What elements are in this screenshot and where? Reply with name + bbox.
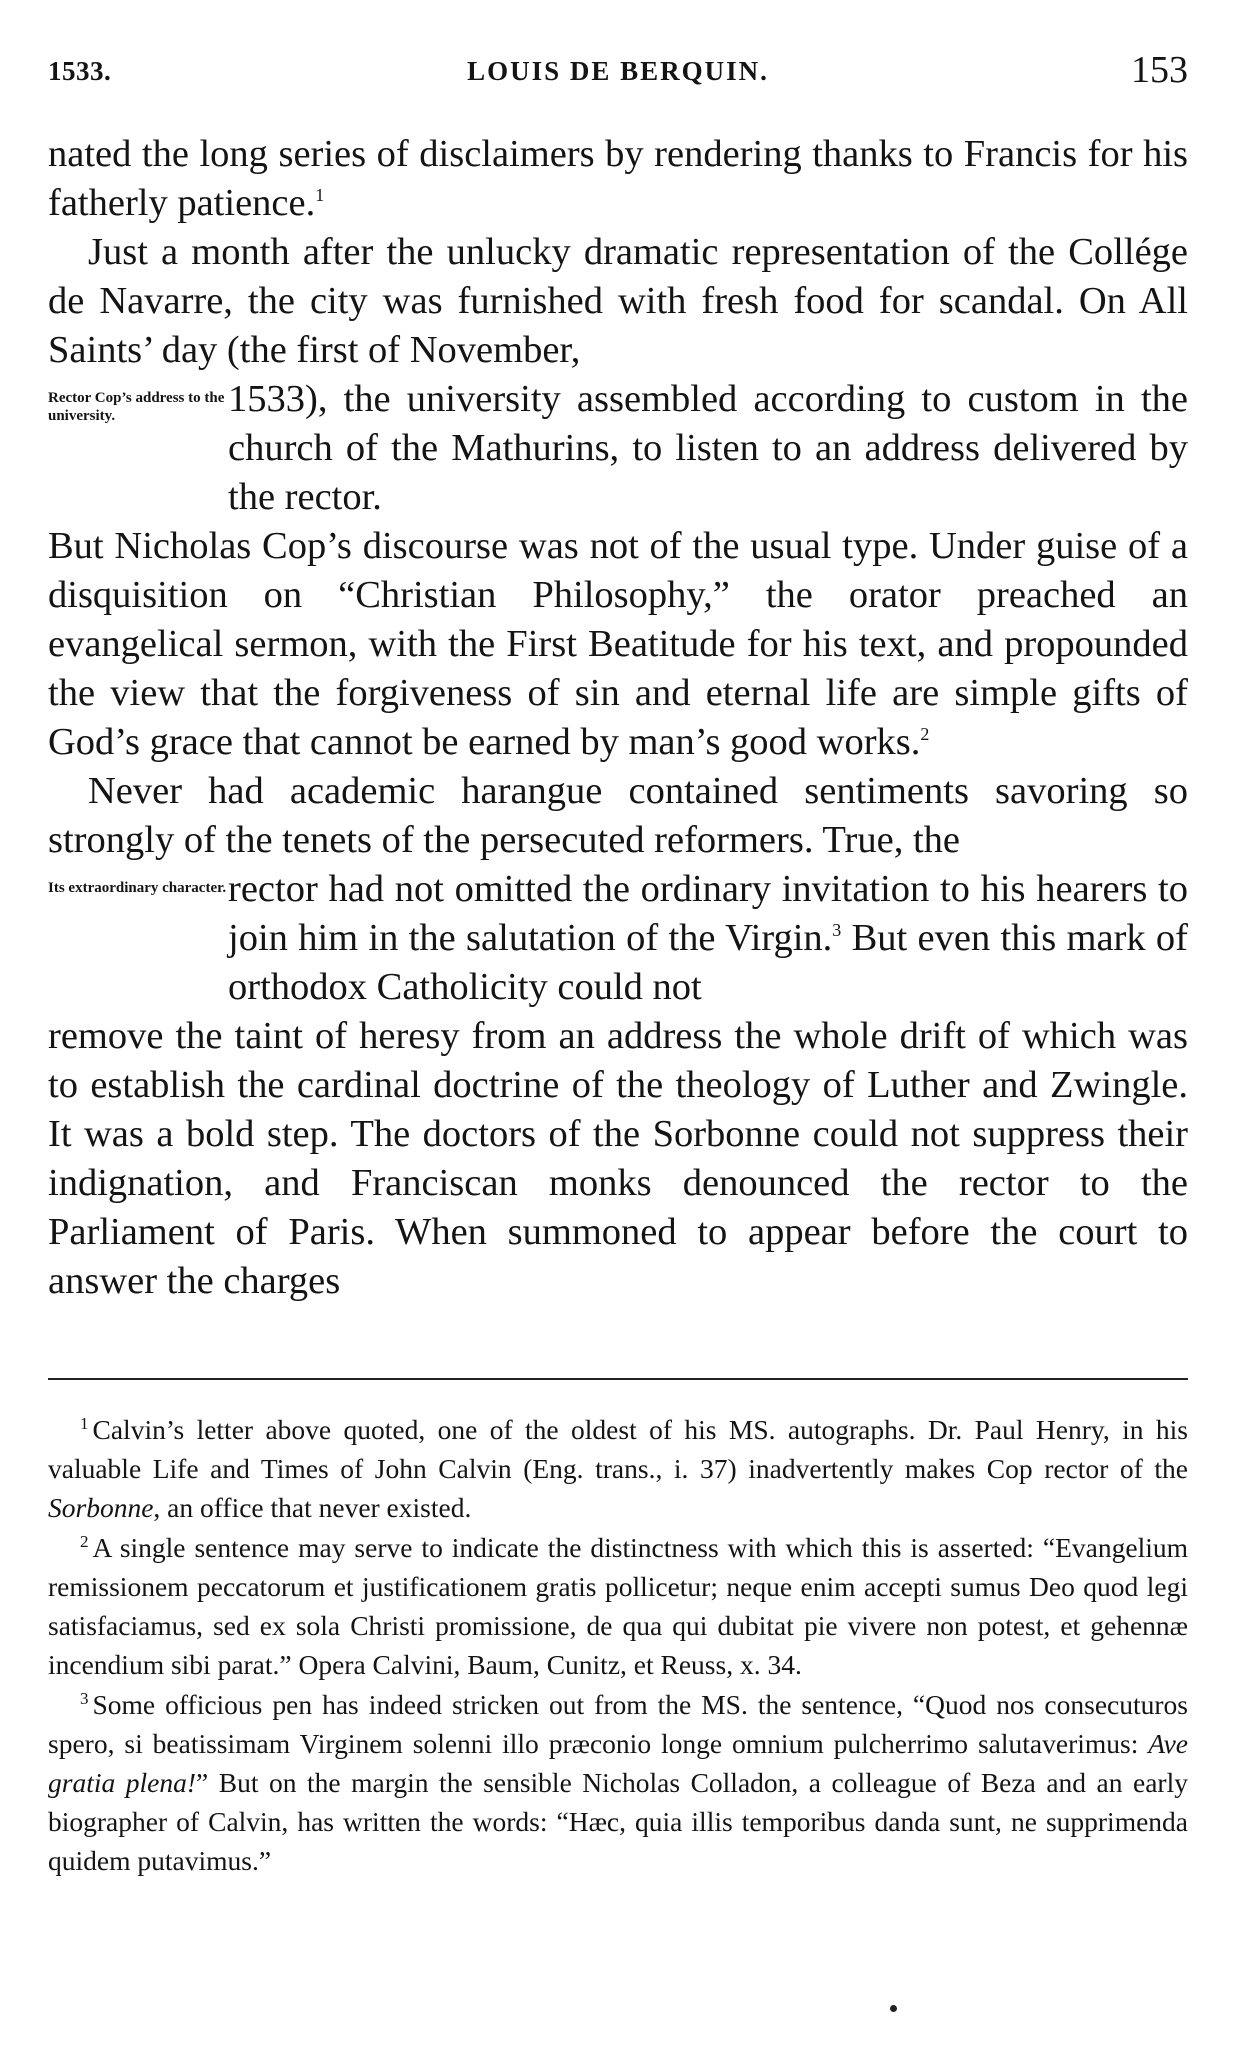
footnote-3-marker: 3 bbox=[80, 1688, 89, 1708]
footnote-3 bbox=[48, 1685, 1188, 1880]
paragraph-3-lead bbox=[48, 767, 1188, 865]
paragraph-1 bbox=[48, 130, 1188, 228]
footnote-3-italic: Ave gratia plena! bbox=[48, 1728, 1188, 1798]
paragraph-1-text: nated the long series of disclaimers by rendering thanks to Francis for his fatherly patience. bbox=[48, 133, 1188, 224]
sidenote-rector-address: Rector Cop’s address to the university. bbox=[48, 390, 225, 424]
footnote-2-text: A single sentence may serve to indicate the distinctness with which this is asserted: “Evangelium remissionem peccatorum et justificationem gratis pollicetur; neque enim accepti sumus Deo quod legi satisfaciamus, sed ex sola Christi promissione, de qua qui dubitat pie vivere non potest, et gehennæ incendium sibi parat.” Opera Calvini, Baum, Cunitz, et Reuss, x. 34. bbox=[48, 1532, 1188, 1680]
footnote-1-italic: Sorbonne bbox=[48, 1492, 154, 1523]
running-head-year: 1533. bbox=[48, 56, 112, 86]
footnote-1-marker: 1 bbox=[80, 1413, 89, 1433]
running-head-title: LOUIS DE BERQUIN. bbox=[467, 56, 769, 86]
footnote-2-marker: 2 bbox=[80, 1531, 89, 1551]
sidenote-block-1 bbox=[48, 375, 1188, 522]
paragraph-2-lead bbox=[48, 228, 1188, 375]
footnote-1-text: Calvin’s letter above quoted, one of the oldest of his MS. autographs. Dr. Paul Henry, in his valuable Life and Times of John Calvin (Eng. trans., i. 37) inadvertently makes Cop rector of the bbox=[48, 1414, 1188, 1484]
sidenote-block-2 bbox=[48, 865, 1188, 1012]
paragraph-2-side-text: 1533), the university assembled according to custom in the church of the Mathurins, to listen to an address delivered by the rector. bbox=[228, 378, 1188, 518]
footnote-ref-3[interactable]: 3 bbox=[832, 920, 842, 941]
ink-speck bbox=[890, 2005, 897, 2012]
paragraph-2-rest bbox=[48, 522, 1188, 767]
footnote-3-text-after: ” But on the margin the sensible Nicholas Colladon, a colleague of Beza and an early biographer of Calvin, has written the words: “Hæc, quia illis temporibus danda sunt, ne supprimenda quidem putavimus.” bbox=[48, 1767, 1188, 1876]
footnote-ref-2[interactable]: 2 bbox=[920, 724, 930, 745]
footnote-divider bbox=[48, 1378, 1188, 1380]
paragraph-2-lead-text: Just a month after the unlucky dramatic representation of the Collége de Navarre, the city was furnished with fresh food for scandal. On All Saints’ day (the first of November, bbox=[48, 231, 1188, 371]
footnotes bbox=[48, 1410, 1188, 1880]
footnote-ref-1[interactable]: 1 bbox=[315, 185, 325, 206]
sidenote-extraordinary-character: Its extraordinary character. bbox=[48, 880, 227, 896]
paragraph-3-rest-text: remove the taint of heresy from an address the whole drift of which was to establish the cardinal doctrine of the theology of Luther and Zwingle. It was a bold step. The doctors of the Sorbonne could not suppress their indignation, and Franciscan monks denounced the rector to the Parliament of Paris. When summoned to appear before the court to answer the charges bbox=[48, 1015, 1188, 1302]
body-text bbox=[48, 130, 1188, 1306]
footnote-1 bbox=[48, 1410, 1188, 1527]
running-head bbox=[48, 48, 1188, 98]
footnote-1-text-after: , an office that never existed. bbox=[153, 1492, 472, 1523]
paragraph-3-side-text-2: But even this mark of orthodox Catholicity could not bbox=[228, 917, 1189, 1008]
footnote-2 bbox=[48, 1528, 1188, 1684]
paragraph-2-rest-text: But Nicholas Cop’s discourse was not of the usual type. Under guise of a disquisition on “Christian Philosophy,” the orator preached an evangelical sermon, with the First Beatitude for his text, and propounded the view that the forgiveness of sin and eternal life are simple gifts of God’s grace that cannot be earned by man’s good works. bbox=[48, 525, 1188, 763]
page-number: 153 bbox=[1131, 49, 1188, 91]
paragraph-3-lead-text: Never had academic harangue contained sentiments savoring so strongly of the tenets of the persecuted reformers. True, the bbox=[48, 770, 1188, 861]
footnote-3-text: Some officious pen has indeed stricken out from the MS. the sentence, “Quod nos consecuturos spero, si beatissimam Virginem solenni illo præconio longe omnium pulcherrimo salutaverimus: bbox=[48, 1689, 1188, 1759]
paragraph-3-side bbox=[228, 865, 1188, 1012]
paragraph-3-side-text: rector had not omitted the ordinary invitation to his hearers to join him in the salutation of the Virgin. bbox=[228, 868, 1188, 959]
paragraph-3-rest bbox=[48, 1012, 1188, 1306]
